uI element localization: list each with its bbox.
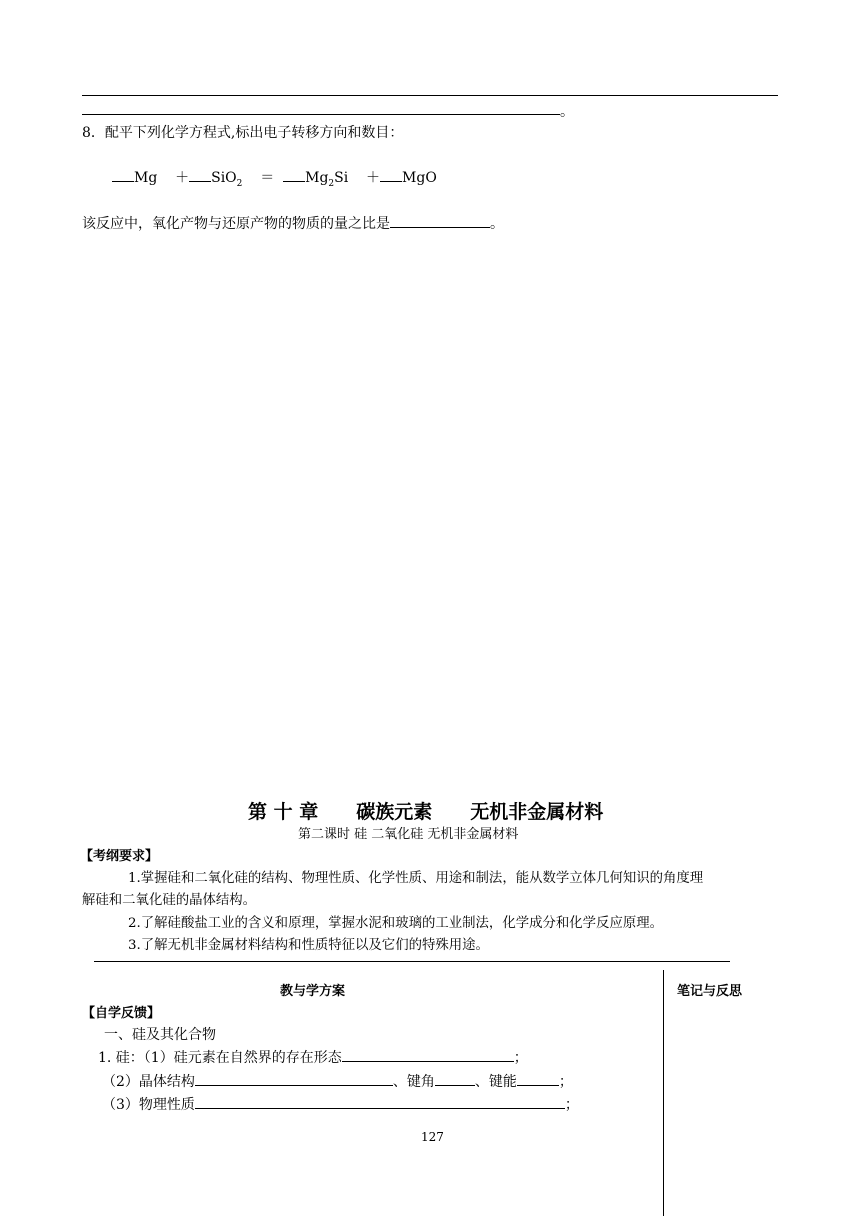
formula-mg: Mg <box>134 170 158 186</box>
coefficient-blank-mg2si[interactable] <box>283 167 305 182</box>
coefficient-blank-mgo[interactable] <box>380 167 402 182</box>
notes-column-heading: 笔记与反思 <box>677 984 743 999</box>
coefficient-blank-mg[interactable] <box>112 167 134 182</box>
answer-line-1 <box>82 95 778 96</box>
formula-sio2: SiO$_2$ <box>211 170 243 189</box>
main-column-heading: 教与学方案 <box>280 984 346 999</box>
ratio-question-text: 该反应中，氧化产物与还原产物的物质的量之比是 <box>82 216 390 232</box>
chapter-title: 第 十 章 碳族元素 无机非金属材料 <box>248 801 604 823</box>
bond-angle-blank[interactable] <box>435 1071 475 1086</box>
plus-sign: ＋ <box>366 170 381 186</box>
ratio-question <box>82 213 504 233</box>
section-divider <box>94 961 730 962</box>
requirements-heading: 【考纲要求】 <box>80 849 159 864</box>
silicon-existence-line: 1. 硅：（1）硅元素在自然界的存在形态 ； <box>98 1047 528 1067</box>
existence-form-blank[interactable] <box>342 1047 514 1062</box>
formula-mg2si: $Mg_2Si$ <box>305 170 349 189</box>
answer-line-2 <box>82 114 560 115</box>
physical-properties-blank[interactable] <box>195 1094 565 1109</box>
formula-mgo: MgO <box>402 170 437 186</box>
section-heading-silicon: 一、硅及其化合物 <box>104 1027 216 1043</box>
bond-energy-blank[interactable] <box>517 1071 559 1086</box>
coefficient-blank-sio2[interactable] <box>189 167 211 182</box>
requirement-1-line-1: 1.掌握硅和二氧化硅的结构、物理性质、化学性质、用途和制法，能从数学立体几何知识的角度理 <box>128 871 704 886</box>
question-8-stem: 8．配平下列化学方程式,标出电子转移方向和数目： <box>82 125 404 141</box>
equals-sign: ＝ <box>260 170 275 186</box>
requirement-3: 3.了解无机非金属材料结构和性质特征以及它们的特殊用途。 <box>128 938 489 953</box>
crystal-structure-blank[interactable] <box>195 1071 393 1086</box>
lesson-subtitle: 第二课时 硅 二氧化硅 无机非金属材料 <box>298 827 519 842</box>
feedback-heading: 【自学反馈】 <box>82 1006 161 1021</box>
chemical-equation <box>112 167 437 189</box>
page-number: 127 <box>421 1130 444 1144</box>
plus-sign: ＋ <box>175 170 190 186</box>
ratio-answer-blank[interactable] <box>390 213 490 228</box>
crystal-structure-line: （2）晶体结构 、键角 、键能 ； <box>102 1071 573 1091</box>
physical-properties-line: （3）物理性质 ； <box>102 1094 579 1114</box>
requirement-2: 2.了解硅酸盐工业的含义和原理，掌握水泥和玻璃的工业制法，化学成分和化学反应原理。 <box>128 916 664 931</box>
requirement-1-line-2: 解硅和二氧化硅的晶体结构。 <box>82 893 257 908</box>
column-divider <box>663 970 664 1216</box>
answer-line-end-mark: 。 <box>560 104 574 120</box>
ratio-end-mark: 。 <box>490 216 504 232</box>
